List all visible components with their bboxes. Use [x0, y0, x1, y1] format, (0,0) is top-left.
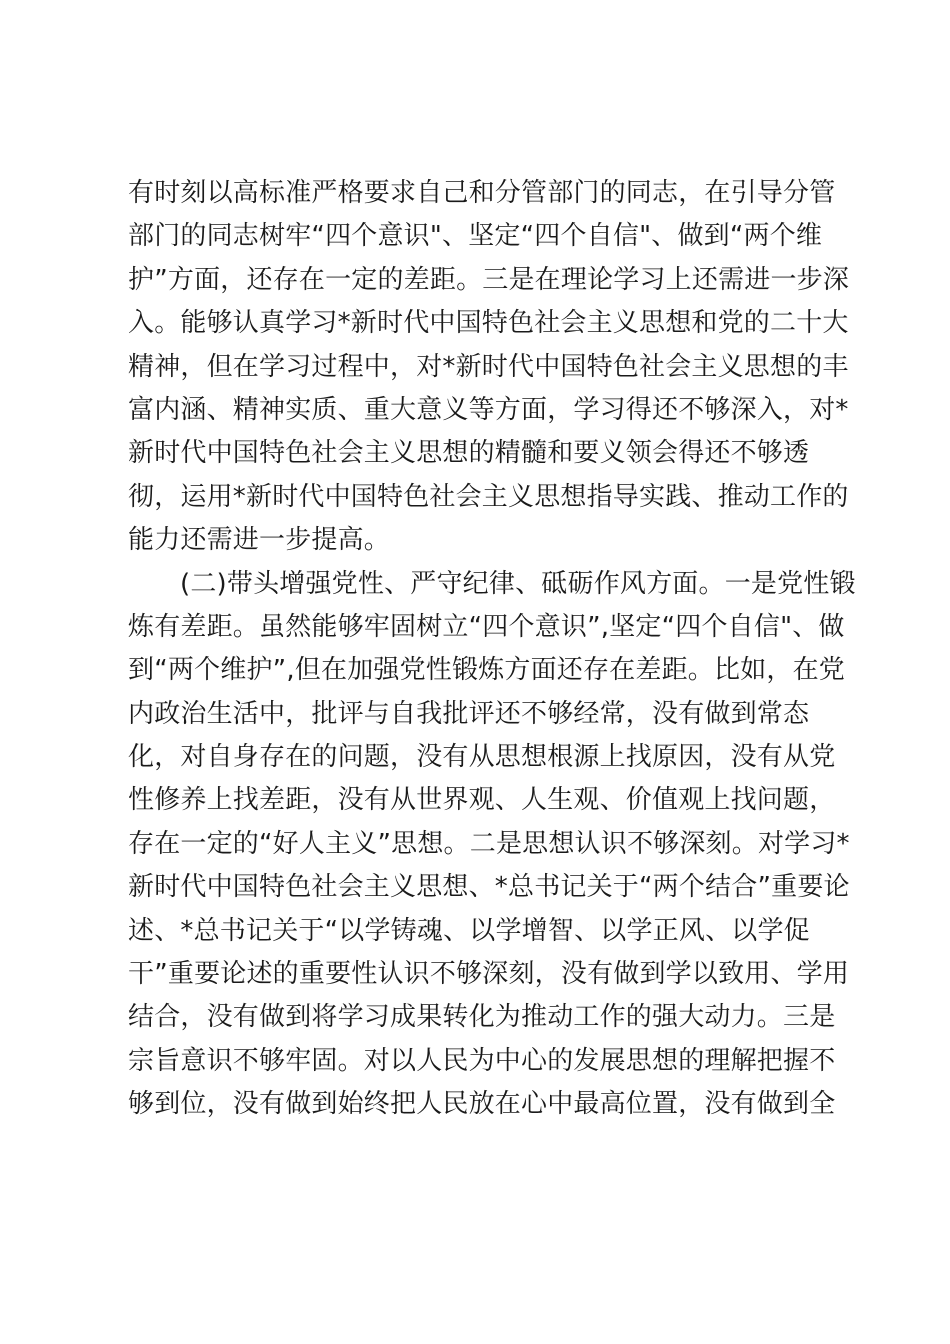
text-line: 新时代中国特色社会主义思想、*总书记关于“两个结合”重要论	[128, 872, 850, 903]
text-line: 性修养上找差距，没有从世界观、人生观、价值观上找问题，	[128, 785, 836, 816]
text-line: 彻，运用*新时代中国特色社会主义思想指导实践、推动工作的	[128, 481, 849, 512]
text-line: 存在一定的“好人主义”思想。二是思想认识不够深刻。对学习*	[128, 828, 850, 859]
text-line: 精神，但在学习过程中，对*新时代中国特色社会主义思想的丰	[128, 351, 849, 382]
text-line: 化，对自身存在的问题，没有从思想根源上找原因，没有从党	[128, 742, 836, 773]
text-line: 炼有差距。虽然能够牢固树立“四个意识”,坚定“四个自信"、做	[128, 611, 845, 642]
text-line: 干”重要论述的重要性认识不够深刻，没有做到学以致用、学用	[128, 959, 850, 990]
text-line: 能力还需进一步提高。	[128, 525, 391, 556]
text-line: 述、*总书记关于“以学铸魂、以学增智、以学正风、以学促	[128, 915, 810, 946]
text-line: 新时代中国特色社会主义思想的精髓和要义领会得还不够透	[128, 438, 810, 469]
body-text	[128, 172, 856, 1127]
text-line: 富内涵、精神实质、重大意义等方面，学习得还不够深入，对*	[128, 394, 849, 425]
text-line: 够到位，没有做到始终把人民放在心中最高位置，没有做到全	[128, 1089, 836, 1120]
text-line: 入。能够认真学习*新时代中国特色社会主义思想和党的二十大	[128, 308, 849, 339]
text-line: 到“两个维护”,但在加强党性锻炼方面还存在差距。比如，在党	[128, 655, 846, 686]
text-line: 护”方面，还存在一定的差距。三是在理论学习上还需进一步深	[128, 264, 850, 295]
text-line: 宗旨意识不够牢固。对以人民为中心的发展思想的理解把握不	[128, 1045, 836, 1076]
text-line: 结合，没有做到将学习成果转化为推动工作的强大动力。三是	[128, 1002, 836, 1033]
text-line: 部门的同志树牢“四个意识"、坚定“四个自信"、做到“两个维	[128, 221, 823, 252]
text-line: 内政治生活中，批评与自我批评还不够经常，没有做到常态	[128, 698, 810, 729]
text-line: 有时刻以高标准严格要求自己和分管部门的同志，在引导分管	[128, 178, 836, 208]
section-heading-line: (二)带头增强党性、严守纪律、砥砺作风方面。一是党性锻	[180, 568, 856, 599]
